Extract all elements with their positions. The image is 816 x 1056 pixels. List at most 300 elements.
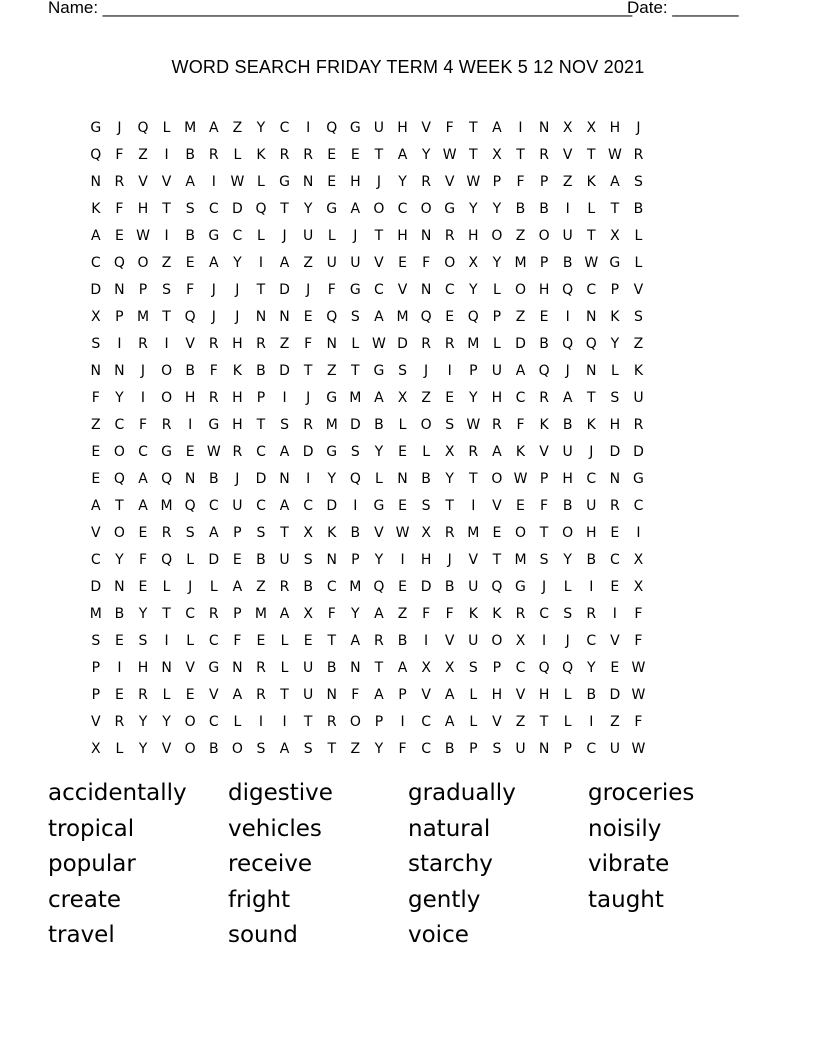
grid-letter: H (538, 281, 550, 298)
grid-letter: T (162, 200, 171, 217)
name-field-line[interactable]: Name: ________________________________________________________ (48, 0, 633, 17)
grid-letter: P (492, 173, 502, 190)
grid-letter: C (326, 578, 337, 595)
grid-letter: H (609, 119, 621, 136)
grid-letter: B (185, 227, 195, 244)
grid-letter: P (233, 605, 242, 622)
grid-letter: Y (256, 119, 266, 136)
grid-letter: D (90, 578, 102, 595)
grid-letter: V (161, 740, 172, 757)
grid-row (84, 276, 736, 303)
grid-letter: P (398, 686, 407, 703)
grid-letter: R (256, 335, 266, 352)
grid-letter: V (185, 659, 195, 676)
grid-row (84, 330, 736, 357)
grid-letter: R (326, 713, 337, 730)
grid-letter: P (539, 254, 549, 271)
grid-letter: H (137, 659, 149, 676)
grid-letter: O (161, 362, 173, 379)
grid-letter: O (137, 254, 149, 271)
grid-letter: E (327, 173, 337, 190)
grid-letter: Q (538, 659, 550, 676)
grid-row (84, 681, 736, 708)
grid-letter: T (280, 686, 289, 703)
grid-letter: M (136, 308, 150, 325)
grid-letter: D (349, 416, 361, 433)
grid-letter: E (138, 524, 148, 541)
grid-letter: B (256, 551, 266, 568)
grid-letter: I (589, 578, 594, 595)
grid-letter: F (634, 713, 643, 730)
grid-letter: G (208, 227, 220, 244)
grid-letter: Z (610, 713, 620, 730)
grid-letter: N (90, 362, 102, 379)
word-list-item: travel (48, 922, 115, 949)
grid-letter: D (326, 497, 338, 514)
grid-letter: N (184, 470, 196, 487)
grid-letter: A (232, 686, 243, 703)
grid-letter: B (114, 605, 125, 622)
grid-letter: P (256, 389, 266, 406)
grid-letter: G (609, 254, 621, 271)
grid-letter: I (282, 713, 287, 730)
grid-letter: N (232, 659, 243, 676)
grid-letter: S (138, 632, 148, 649)
grid-letter: A (562, 389, 573, 406)
grid-letter: L (162, 578, 171, 595)
grid-letter: Q (326, 119, 338, 136)
grid-letter: D (279, 281, 290, 298)
grid-letter: G (373, 497, 385, 514)
grid-letter: M (467, 524, 480, 541)
grid-letter: O (420, 416, 432, 433)
grid-letter: L (634, 254, 643, 271)
grid-letter: C (208, 200, 219, 217)
grid-letter: Q (373, 578, 385, 595)
grid-letter: A (208, 524, 219, 541)
grid-letter: R (539, 389, 549, 406)
grid-letter: W (631, 659, 646, 676)
grid-letter: A (279, 443, 290, 460)
grid-letter: N (420, 227, 432, 244)
grid-letter: I (188, 416, 193, 433)
word-list-item: gently (408, 886, 481, 913)
grid-letter: S (563, 605, 573, 622)
grid-letter: C (515, 389, 526, 406)
grid-letter: W (442, 146, 457, 163)
grid-letter: V (374, 524, 384, 541)
grid-letter: V (91, 713, 101, 730)
grid-row (84, 168, 736, 195)
grid-letter: F (115, 146, 124, 163)
grid-letter: C (114, 416, 125, 433)
grid-letter: U (350, 254, 361, 271)
grid-letter: S (610, 389, 620, 406)
grid-letter: Y (374, 551, 384, 568)
grid-letter: Z (397, 605, 408, 622)
grid-letter: Q (255, 200, 267, 217)
grid-letter: L (469, 713, 478, 730)
grid-letter: M (254, 605, 267, 622)
grid-letter: L (492, 335, 501, 352)
grid-letter: A (492, 119, 502, 136)
grid-letter: T (327, 632, 337, 649)
grid-row (84, 357, 736, 384)
grid-letter: Y (162, 713, 171, 730)
grid-letter: J (235, 470, 240, 487)
grid-letter: F (634, 632, 643, 649)
grid-letter: R (515, 605, 526, 622)
grid-letter: B (256, 362, 266, 379)
grid-letter: T (469, 119, 478, 136)
grid-letter: I (306, 119, 311, 136)
grid-letter: E (185, 686, 195, 703)
grid-letter: N (326, 686, 337, 703)
grid-letter: N (302, 173, 314, 190)
grid-letter: I (471, 497, 476, 514)
grid-letter: E (610, 524, 620, 541)
grid-letter: Z (256, 578, 266, 595)
grid-letter: R (232, 443, 243, 460)
grid-letter: Z (138, 146, 148, 163)
grid-letter: Z (161, 254, 172, 271)
grid-letter: A (515, 362, 526, 379)
grid-letter: M (184, 119, 197, 136)
grid-letter: A (208, 254, 219, 271)
grid-letter: O (113, 443, 125, 460)
grid-letter: C (256, 443, 266, 460)
grid-letter: Y (327, 470, 337, 487)
grid-letter: N (161, 659, 172, 676)
grid-letter: Y (563, 551, 572, 568)
grid-letter: F (233, 632, 242, 649)
grid-letter: T (516, 146, 525, 163)
grid-letter: V (492, 497, 502, 514)
grid-letter: N (538, 740, 550, 757)
grid-letter: C (185, 605, 196, 622)
grid-letter: O (491, 632, 503, 649)
grid-letter: H (350, 173, 361, 190)
grid-letter: P (351, 551, 360, 568)
grid-letter: B (586, 686, 597, 703)
grid-letter: A (138, 497, 148, 514)
grid-letter: H (468, 227, 479, 244)
grid-letter: V (421, 686, 431, 703)
grid-letter: E (398, 497, 407, 514)
grid-letter: R (444, 524, 455, 541)
grid-letter: J (306, 281, 311, 298)
grid-letter: X (633, 551, 644, 568)
grid-letter: R (444, 227, 455, 244)
grid-letter: B (562, 254, 573, 271)
grid-letter: J (542, 578, 547, 595)
grid-letter: S (421, 497, 431, 514)
grid-letter: Z (515, 713, 526, 730)
grid-letter: R (256, 659, 266, 676)
grid-letter: X (610, 227, 620, 244)
grid-row (84, 465, 736, 492)
grid-letter: O (514, 524, 526, 541)
grid-letter: P (374, 713, 384, 730)
grid-letter: R (303, 146, 313, 163)
grid-letter: A (279, 740, 290, 757)
date-field-line[interactable]: Date: _______ (627, 0, 739, 17)
grid-letter: I (211, 173, 216, 190)
grid-letter: Y (586, 659, 596, 676)
grid-letter: L (162, 686, 171, 703)
grid-letter: A (91, 227, 101, 244)
word-list-item: noisily (588, 815, 662, 842)
grid-letter: D (609, 443, 621, 460)
grid-letter: I (258, 254, 264, 271)
grid-letter: U (303, 227, 314, 244)
grid-letter: X (515, 632, 526, 649)
grid-letter: A (208, 119, 219, 136)
grid-letter: N (326, 551, 337, 568)
grid-letter: Q (184, 308, 196, 325)
grid-letter: E (350, 146, 360, 163)
grid-letter: M (514, 551, 527, 568)
grid-letter: F (634, 605, 643, 622)
grid-letter: I (117, 335, 122, 352)
grid-letter: T (469, 470, 478, 487)
grid-letter: L (375, 470, 383, 487)
grid-letter: T (256, 416, 266, 433)
grid-letter: O (514, 281, 526, 298)
grid-letter: E (327, 146, 337, 163)
grid-letter: J (306, 389, 311, 406)
grid-row (84, 654, 736, 681)
grid-letter: L (257, 227, 265, 244)
grid-letter: T (303, 713, 313, 730)
grid-letter: S (539, 551, 549, 568)
grid-letter: G (326, 200, 338, 217)
grid-letter: H (491, 686, 503, 703)
grid-letter: A (374, 686, 384, 703)
grid-letter: C (539, 605, 549, 622)
grid-letter: L (233, 713, 242, 730)
grid-letter: F (516, 173, 525, 190)
grid-letter: R (114, 173, 125, 190)
grid-letter: D (397, 335, 408, 352)
grid-letter: I (636, 524, 641, 541)
grid-letter: O (113, 524, 125, 541)
grid-letter: E (303, 632, 313, 649)
grid-letter: N (114, 281, 125, 298)
grid-letter: L (115, 740, 124, 757)
grid-letter: G (373, 362, 385, 379)
grid-letter: W (584, 254, 599, 271)
grid-letter: T (586, 227, 596, 244)
grid-letter: T (162, 605, 171, 622)
grid-letter: V (515, 686, 526, 703)
grid-letter: D (255, 470, 267, 487)
word-list-item: fright (228, 886, 291, 913)
grid-letter: Y (469, 281, 478, 298)
grid-letter: F (516, 416, 525, 433)
grid-letter: F (327, 281, 336, 298)
grid-letter: R (114, 713, 125, 730)
grid-letter: I (117, 659, 122, 676)
grid-letter: U (303, 686, 314, 703)
grid-letter: B (633, 200, 644, 217)
grid-letter: S (398, 362, 407, 379)
grid-letter: R (374, 632, 384, 649)
grid-letter: Q (326, 308, 338, 325)
grid-letter: O (491, 227, 503, 244)
grid-letter: Z (232, 119, 243, 136)
grid-letter: J (211, 308, 216, 325)
grid-letter: Y (469, 389, 478, 406)
grid-letter: B (350, 524, 361, 541)
grid-letter: N (586, 362, 597, 379)
grid-letter: W (513, 470, 528, 487)
grid-letter: J (188, 578, 193, 595)
grid-letter: L (587, 200, 596, 217)
word-list-item: vibrate (588, 851, 670, 878)
grid-letter: C (421, 740, 431, 757)
grid-letter: E (398, 254, 407, 271)
grid-letter: X (91, 740, 101, 757)
grid-letter: W (230, 173, 245, 190)
grid-letter: X (91, 308, 101, 325)
grid-letter: M (514, 254, 527, 271)
grid-letter: M (89, 605, 102, 622)
grid-letter: X (633, 578, 644, 595)
grid-letter: E (114, 686, 124, 703)
grid-letter: N (255, 308, 267, 325)
grid-letter: U (279, 551, 290, 568)
grid-letter: S (185, 200, 195, 217)
grid-letter: L (563, 713, 572, 730)
grid-letter: V (539, 443, 549, 460)
grid-letter: H (586, 524, 597, 541)
grid-letter: A (350, 632, 361, 649)
grid-letter: S (350, 308, 360, 325)
grid-letter: G (161, 443, 172, 460)
grid-letter: E (114, 227, 124, 244)
grid-letter: T (280, 524, 289, 541)
grid-letter: J (235, 308, 240, 325)
grid-letter: P (91, 659, 101, 676)
grid-letter: E (539, 308, 549, 325)
grid-letter: Z (515, 227, 526, 244)
grid-letter: S (303, 740, 313, 757)
grid-letter: A (610, 173, 620, 190)
grid-letter: G (515, 578, 526, 595)
grid-letter: P (138, 281, 148, 298)
grid-letter: H (232, 389, 243, 406)
grid-letter: F (209, 362, 218, 379)
grid-letter: R (208, 605, 219, 622)
grid-letter: L (563, 578, 572, 595)
grid-letter: J (353, 227, 358, 244)
grid-letter: T (280, 200, 289, 217)
grid-letter: U (515, 740, 526, 757)
grid-letter: G (326, 443, 338, 460)
grid-letter: H (137, 200, 149, 217)
grid-letter: E (516, 497, 525, 514)
grid-letter: V (633, 281, 644, 298)
grid-letter: F (186, 281, 195, 298)
grid-letter: N (609, 470, 621, 487)
grid-letter: B (515, 200, 526, 217)
word-list-item: taught (588, 886, 664, 913)
grid-letter: B (326, 659, 337, 676)
grid-letter: B (421, 470, 431, 487)
word-list-item: sound (228, 922, 298, 949)
word-list-item: natural (408, 815, 491, 842)
grid-letter: K (586, 416, 596, 433)
grid-letter: V (492, 713, 502, 730)
grid-letter: F (422, 254, 431, 271)
grid-letter: X (468, 254, 479, 271)
word-list-item: popular (48, 851, 136, 878)
grid-letter: E (185, 443, 195, 460)
grid-letter: E (445, 389, 455, 406)
grid-letter: T (351, 362, 360, 379)
grid-letter: E (445, 308, 455, 325)
grid-letter: Q (562, 335, 574, 352)
grid-letter: O (562, 524, 574, 541)
grid-letter: T (115, 497, 124, 514)
grid-letter: K (327, 524, 337, 541)
grid-letter: J (447, 551, 452, 568)
grid-letter: D (633, 443, 644, 460)
grid-row (84, 249, 736, 276)
grid-letter: X (562, 119, 573, 136)
grid-letter: N (586, 308, 597, 325)
word-list-item: create (48, 886, 122, 913)
grid-letter: P (469, 740, 478, 757)
grid-letter: C (397, 200, 408, 217)
grid-letter: R (539, 146, 549, 163)
word-list-item: tropical (48, 815, 135, 842)
grid-letter: I (424, 632, 429, 649)
grid-letter: Q (161, 551, 173, 568)
grid-letter: S (634, 173, 643, 190)
grid-letter: I (565, 308, 570, 325)
grid-letter: I (447, 362, 452, 379)
grid-letter: X (586, 119, 597, 136)
grid-letter: Y (398, 173, 407, 190)
grid-letter: S (280, 416, 289, 433)
grid-letter: U (633, 389, 644, 406)
grid-letter: W (631, 740, 646, 757)
grid-letter: W (395, 524, 410, 541)
grid-letter: L (280, 659, 289, 676)
grid-letter: R (492, 416, 502, 433)
grid-letter: O (373, 200, 385, 217)
grid-letter: R (444, 335, 455, 352)
grid-letter: I (353, 497, 358, 514)
grid-letter: Y (115, 551, 124, 568)
grid-letter: P (539, 470, 549, 487)
grid-letter: H (420, 551, 432, 568)
grid-letter: J (636, 119, 641, 136)
grid-letter: Y (374, 740, 384, 757)
grid-letter: V (444, 173, 455, 190)
grid-letter: R (303, 416, 313, 433)
grid-letter: V (161, 173, 172, 190)
grid-letter: Z (562, 173, 573, 190)
grid-letter: R (208, 389, 219, 406)
grid-letter: A (138, 470, 148, 487)
grid-letter: R (138, 335, 148, 352)
grid-letter: T (256, 281, 266, 298)
grid-letter: T (374, 146, 384, 163)
grid-letter: C (138, 443, 148, 460)
